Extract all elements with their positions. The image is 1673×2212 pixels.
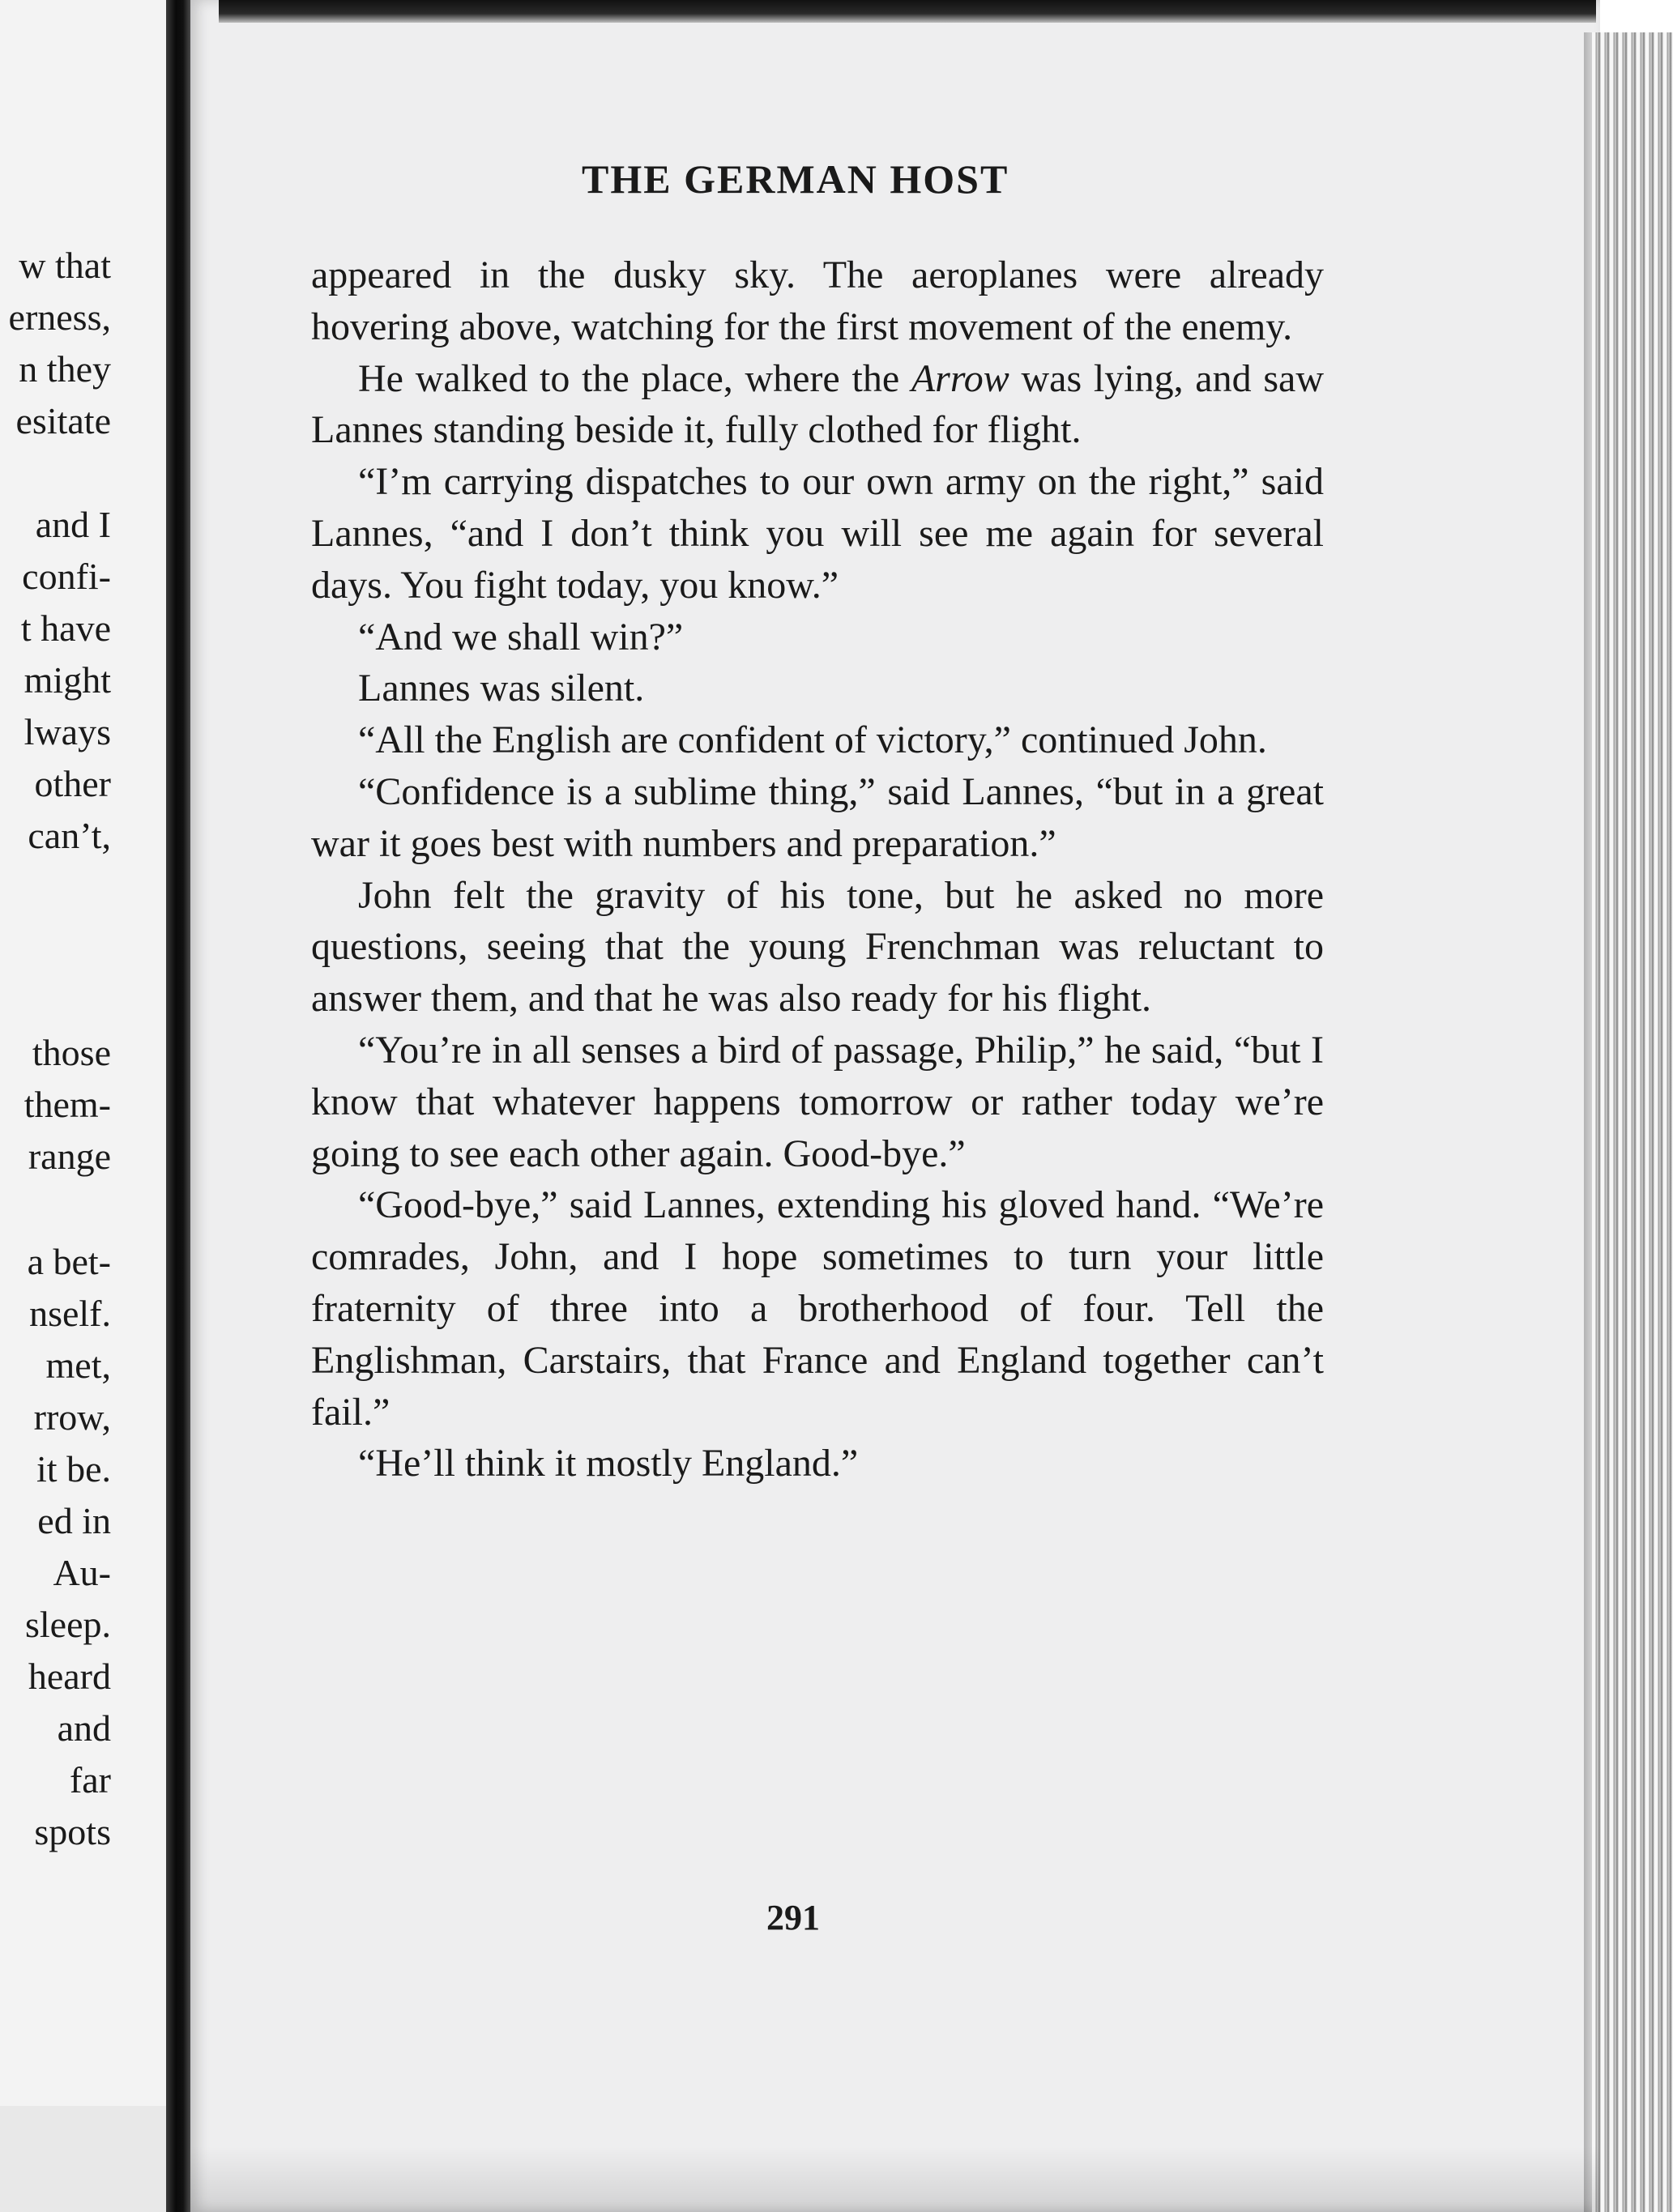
paragraph: appeared in the dusky sky. The aeroplanes were already hovering above, watching for the first movement of the enemy.: [311, 254, 1324, 348]
left-line: n they: [19, 348, 111, 390]
left-page: [0, 0, 182, 2212]
book-gutter: [166, 0, 190, 2212]
page-stack-edge: [1592, 32, 1673, 2212]
left-line: nself.: [29, 1293, 111, 1334]
page-top-edge: [219, 0, 1596, 23]
paragraph: [311, 353, 1324, 457]
left-line: spots: [34, 1811, 111, 1852]
left-line: erness,: [8, 296, 111, 338]
left-line: might: [23, 659, 111, 701]
running-head: THE GERMAN HOST: [582, 156, 1009, 202]
left-line: it be.: [36, 1448, 111, 1490]
body-text: [311, 249, 1324, 1490]
page-number: 291: [766, 1898, 820, 1937]
ship-name-italic: Arrow: [911, 356, 1009, 400]
left-line: them-: [23, 1084, 111, 1125]
left-line: range: [28, 1136, 111, 1177]
paragraph-text: was lying, and saw Lannes standing beside it, fully clothed for flight.: [311, 356, 1324, 452]
left-line: w that: [19, 245, 111, 286]
left-line: and I: [35, 504, 111, 545]
left-line: Au-: [53, 1552, 111, 1593]
left-line: confi-: [22, 556, 111, 597]
left-line: far: [69, 1759, 111, 1801]
paragraph: “And we shall win?”: [358, 615, 684, 658]
left-line: met,: [45, 1345, 111, 1386]
left-line: those: [32, 1032, 111, 1073]
left-line: lways: [23, 711, 111, 752]
left-line: sleep.: [24, 1604, 111, 1645]
left-line: ed in: [37, 1500, 111, 1541]
paragraph-text: He walked to the place, where the: [358, 356, 911, 400]
paragraph: “Good-bye,” said Lannes, extending his gloved hand. “We’re comrades, John, and I hope sometimes to turn your little fraternity of three into a brotherhood of four. Tell the Englishman, Carstairs, that France and England together can’t fail.”: [311, 1183, 1324, 1434]
paragraph: John felt the gravity of his tone, but he asked no more questions, seeing that the young Frenchman was reluctant to answer them, and that he was also ready for his flight.: [311, 873, 1324, 1021]
left-line: a bet-: [27, 1241, 111, 1282]
left-line: and: [57, 1707, 111, 1749]
page-bottom-shadow: [190, 2146, 1600, 2212]
paragraph: Lannes was silent.: [358, 667, 645, 710]
left-line: t have: [20, 607, 111, 649]
left-line: heard: [28, 1656, 111, 1697]
left-line: can’t,: [28, 815, 111, 856]
paragraph: “All the English are confident of victory,” continued John.: [358, 718, 1267, 762]
paragraph: “He’ll think it mostly England.”: [358, 1442, 859, 1485]
left-line: rrow,: [33, 1396, 111, 1438]
paragraph: “You’re in all senses a bird of passage, Philip,” he said, “but I know that whatever happens tomorrow or rather today we’re going to see each other again. Good-bye.”: [311, 1028, 1324, 1175]
left-line: other: [34, 763, 111, 804]
left-page-bottom-edge: [0, 2106, 190, 2212]
left-line: esitate: [15, 400, 111, 441]
paragraph: “I’m carrying dispatches to our own army on the right,” said Lannes, “and I don’t think you will see me again for several days. You fight today, you know.”: [311, 460, 1324, 607]
paragraph: “Confidence is a sublime thing,” said Lannes, “but in a great war it goes best with numbers and preparation.”: [311, 769, 1324, 865]
